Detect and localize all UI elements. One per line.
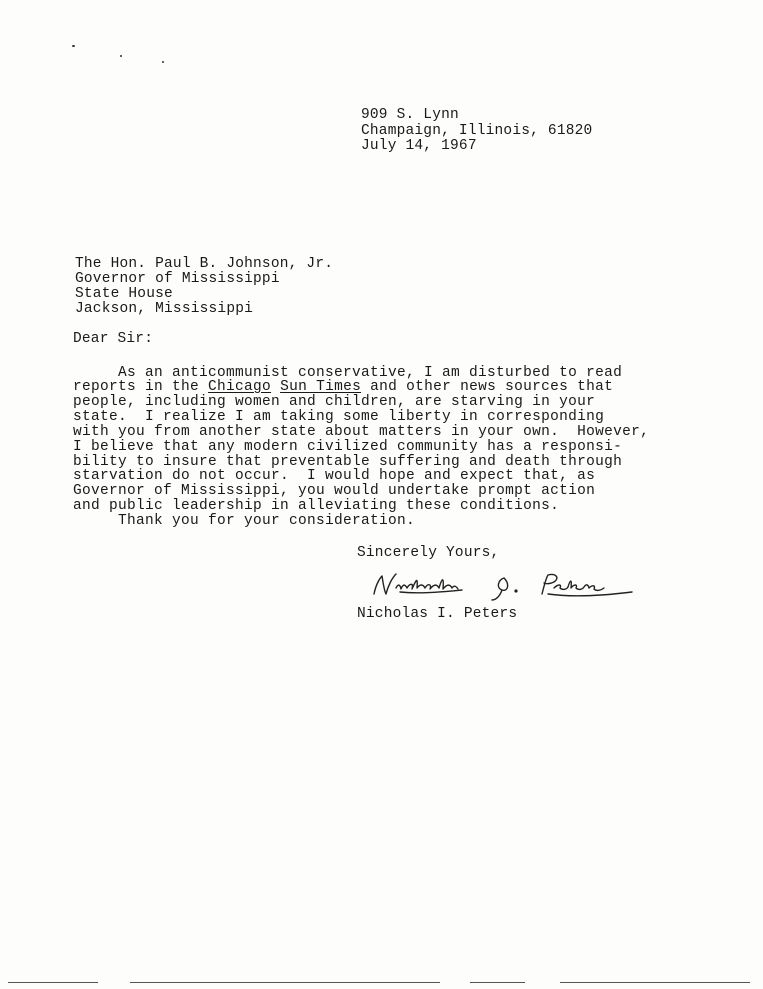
body-line: bility to insure that preventable suffering and death through: [73, 454, 623, 470]
body-line: Thank you for your consideration.: [118, 513, 416, 529]
sender-city: Champaign, Illinois, 61820: [361, 123, 593, 139]
scan-speck: [162, 61, 164, 63]
scan-edge-line: [8, 982, 98, 983]
typed-signature-name: Nicholas I. Peters: [357, 606, 518, 622]
body-line: Governor of Mississippi, you would undertake prompt action: [73, 483, 596, 499]
body-text-fragment: reports in the: [73, 379, 209, 395]
salutation: Dear Sir:: [73, 331, 154, 347]
closing: Sincerely Yours,: [357, 545, 500, 561]
recipient-title: Governor of Mississippi: [75, 271, 280, 287]
body-line: As an anticommunist conservative, I am disturbed to read: [118, 365, 623, 381]
letter-date: July 14, 1967: [361, 138, 477, 154]
body-line: state. I realize I am taking some liberty in corresponding: [73, 409, 605, 425]
recipient-building: State House: [75, 286, 173, 302]
body-line: I believe that any modern civilized community has a responsi-: [73, 439, 623, 455]
scan-speck: [120, 55, 122, 57]
sender-street: 909 S. Lynn: [361, 107, 459, 123]
body-line: people, including women and children, are starving in your: [73, 394, 596, 410]
handwritten-signature: [370, 570, 650, 606]
body-line: [73, 380, 613, 395]
scan-edge-line: [130, 982, 440, 983]
scan-edge-line: [560, 982, 750, 983]
body-line: starvation do not occur. I would hope and expect that, as: [73, 468, 596, 484]
scan-edge-line: [470, 982, 525, 983]
newspaper-title: Sun Times: [280, 379, 362, 395]
body-line: with you from another state about matters in your own. However,: [73, 424, 650, 440]
scan-speck: [72, 45, 75, 47]
body-line: and public leadership in alleviating these conditions.: [73, 498, 560, 514]
body-text-fragment: and other news sources that: [361, 379, 614, 395]
recipient-name: The Hon. Paul B. Johnson, Jr.: [75, 256, 334, 272]
recipient-city: Jackson, Mississippi: [75, 301, 254, 317]
newspaper-title: Chicago: [208, 379, 272, 395]
body-text-fragment: [271, 379, 280, 395]
